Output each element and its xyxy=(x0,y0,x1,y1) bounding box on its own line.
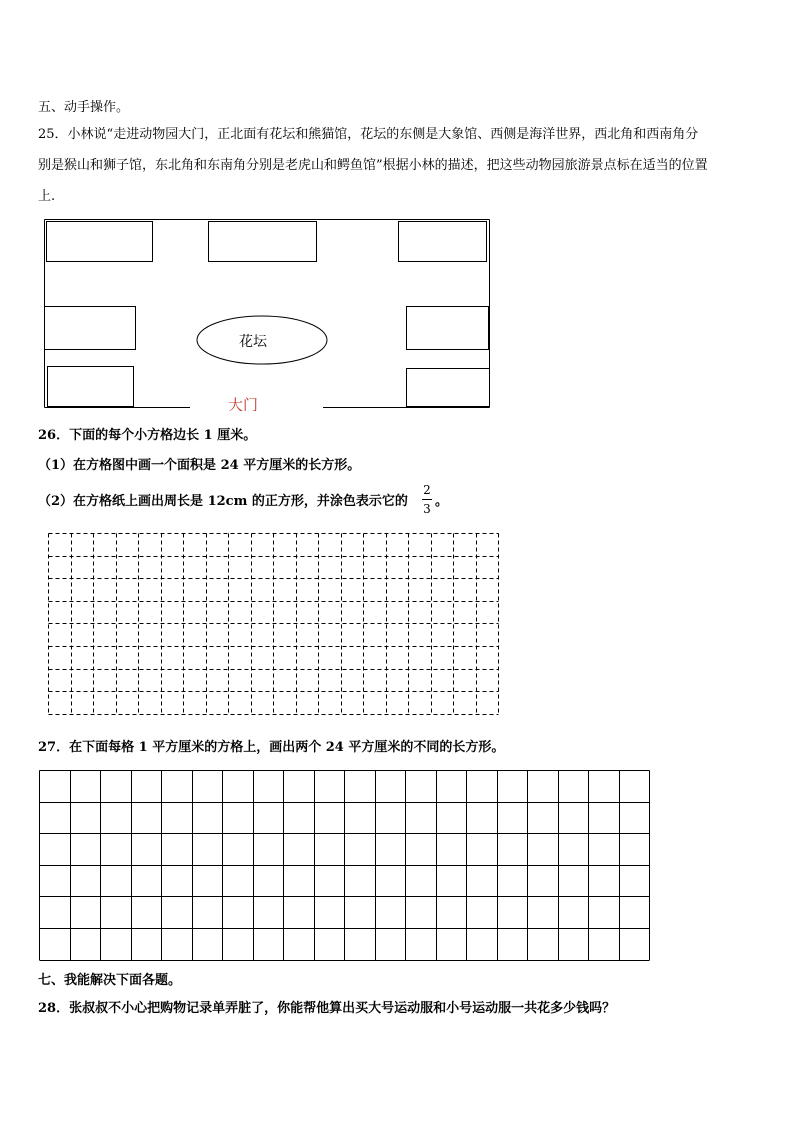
q26-part-1: （1）在方格图中画一个面积是 24 平方厘米的长方形。 xyxy=(38,458,361,473)
q25-text-line-2: 别是猴山和狮子馆，东北角和东南角分别是老虎山和鳄鱼馆”根据小林的描述，把这些动物园旅游景点标在适当的位置 xyxy=(38,158,708,173)
fraction-numerator: 2 xyxy=(423,483,431,497)
solid-square-grid xyxy=(39,770,653,964)
section-7-heading: 七、我能解决下面各题。 xyxy=(38,973,182,988)
map-box-west xyxy=(45,307,136,350)
fraction-bar xyxy=(422,499,432,500)
map-box-southwest xyxy=(48,367,134,407)
fraction-denominator: 3 xyxy=(423,502,431,516)
map-box-north xyxy=(209,222,317,262)
q26-part-2 xyxy=(38,494,408,510)
gate-label: 大门 xyxy=(227,398,259,411)
map-box-northwest xyxy=(47,222,153,262)
map-box-southeast xyxy=(407,369,490,407)
q28-text: 28．张叔叔不小心把购物记录单弄脏了，你能帮他算出买大号运动服和小号运动服一共花多少钱吗？ xyxy=(38,1001,616,1016)
dashed-square-grid xyxy=(48,533,502,717)
section-5-heading: 五、动手操作。 xyxy=(38,100,130,115)
zoo-map-diagram xyxy=(44,219,494,411)
flowerbed-label: 花坛 xyxy=(239,333,267,349)
q26-part-2-end: 。 xyxy=(435,494,449,509)
q26-part-2-text: （2）在方格纸上画出周长是 12cm 的正方形，并涂色表示它的 xyxy=(38,494,408,509)
q25-text-line-3: 上. xyxy=(38,189,56,204)
map-box-east xyxy=(407,307,489,350)
q26-title: 26．下面的每个小方格边长 1 厘米。 xyxy=(38,428,257,443)
q27-title: 27．在下面每格 1 平方厘米的方格上，画出两个 24 平方厘米的不同的长方形。 xyxy=(38,740,505,755)
map-box-northeast xyxy=(399,222,487,262)
q25-text-line-1: 25．小林说“走进动物园大门，正北面有花坛和熊猫馆，花坛的东侧是大象馆、西侧是海洋世界，西北角和西南角分 xyxy=(38,127,699,142)
